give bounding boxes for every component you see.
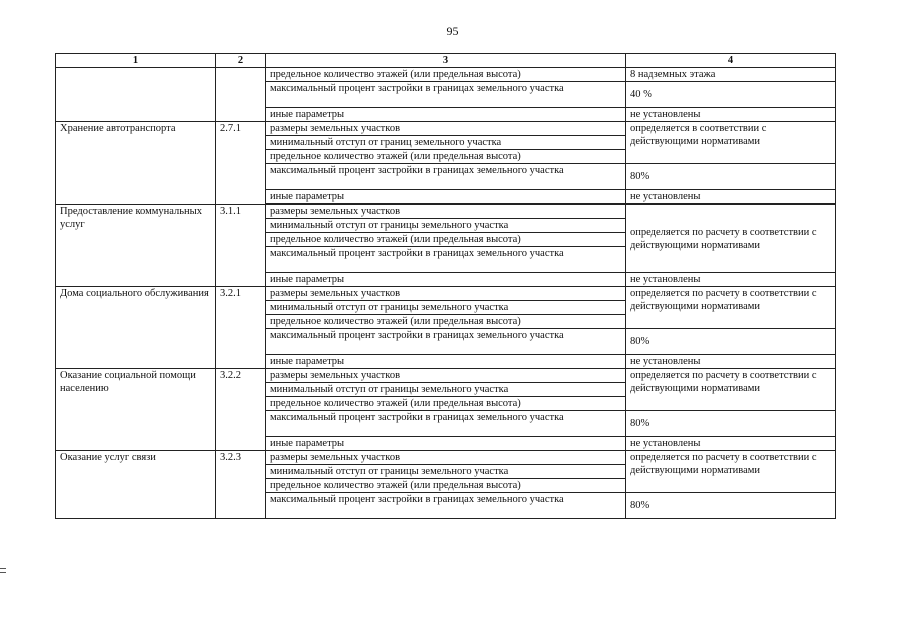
header-cell: 3: [266, 54, 626, 68]
header-cell: 1: [56, 54, 216, 68]
parameter-cell: предельное количество этажей (или предельная высота): [266, 315, 626, 329]
parameter-cell: максимальный процент застройки в границах земельного участка: [266, 164, 626, 190]
table-row: [56, 451, 836, 465]
value-cell: 80%: [626, 493, 836, 519]
use-code-cell: [216, 68, 266, 122]
value-cell: не установлены: [626, 108, 836, 122]
value-cell: не установлены: [626, 437, 836, 451]
header-cell: 4: [626, 54, 836, 68]
parameter-cell: иные параметры: [266, 355, 626, 369]
parameter-cell: предельное количество этажей (или предельная высота): [266, 68, 626, 82]
value-cell: не установлены: [626, 355, 836, 369]
value-cell: 80%: [626, 411, 836, 437]
table-row: [56, 369, 836, 383]
parameter-cell: максимальный процент застройки в границах земельного участка: [266, 82, 626, 108]
parameter-cell: максимальный процент застройки в границах земельного участка: [266, 411, 626, 437]
table-row: [56, 205, 836, 219]
parameter-cell: размеры земельных участков: [266, 287, 626, 301]
use-code-cell: 3.2.1: [216, 287, 266, 369]
value-cell: определяется по расчету в соответствии с действующими нормативами: [626, 451, 836, 493]
parameter-cell: максимальный процент застройки в границах земельного участка: [266, 247, 626, 273]
parameter-cell: минимальный отступ от границы земельного участка: [266, 383, 626, 397]
value-cell: определяется в соответствии с действующими нормативами: [626, 122, 836, 164]
parameter-cell: минимальный отступ от границы земельного участка: [266, 465, 626, 479]
parameter-cell: иные параметры: [266, 190, 626, 204]
value-cell: 40 %: [626, 82, 836, 108]
parameter-cell: размеры земельных участков: [266, 369, 626, 383]
use-type-cell: Хранение автотранспорта: [56, 122, 216, 205]
use-code-cell: 3.2.3: [216, 451, 266, 519]
parameter-cell: размеры земельных участков: [266, 122, 626, 136]
parameter-cell: минимальный отступ от границ земельного участка: [266, 136, 626, 150]
value-cell: определяется по расчету в соответствии с действующими нормативами: [626, 287, 836, 329]
value-cell: определяется по расчету в соответствии с действующими нормативами: [626, 369, 836, 411]
scan-edge-mark: [0, 568, 6, 573]
parameter-cell: предельное количество этажей (или предельная высота): [266, 233, 626, 247]
parameter-cell: минимальный отступ от границы земельного участка: [266, 219, 626, 233]
value-cell: не установлены: [626, 190, 836, 204]
use-type-cell: Оказание социальной помощи населению: [56, 369, 216, 451]
table-row: [56, 122, 836, 136]
use-type-cell: Дома социального обслуживания: [56, 287, 216, 369]
value-cell: 80%: [626, 329, 836, 355]
header-row: [56, 54, 836, 68]
parameter-cell: предельное количество этажей (или предельная высота): [266, 397, 626, 411]
use-code-cell: 2.7.1: [216, 122, 266, 205]
parameter-cell: размеры земельных участков: [266, 451, 626, 465]
use-type-cell: Предоставление коммунальных услуг: [56, 205, 216, 287]
parameter-cell: иные параметры: [266, 437, 626, 451]
use-code-cell: 3.2.2: [216, 369, 266, 451]
header-cell: 2: [216, 54, 266, 68]
parameter-cell: иные параметры: [266, 108, 626, 122]
value-cell: 8 надземных этажа: [626, 68, 836, 82]
use-code-cell: 3.1.1: [216, 205, 266, 287]
value-cell: определяется по расчету в соответствии с действующими нормативами: [626, 205, 836, 273]
parameters-table: [55, 53, 836, 519]
parameter-cell: предельное количество этажей (или предельная высота): [266, 479, 626, 493]
parameter-cell: максимальный процент застройки в границах земельного участка: [266, 329, 626, 355]
table-row: [56, 68, 836, 82]
page-number: 95: [446, 24, 459, 38]
value-cell: не установлены: [626, 273, 836, 287]
parameter-cell: максимальный процент застройки в границах земельного участка: [266, 493, 626, 519]
parameter-cell: минимальный отступ от границы земельного участка: [266, 301, 626, 315]
value-cell: 80%: [626, 164, 836, 190]
use-type-cell: Оказание услуг связи: [56, 451, 216, 519]
parameter-cell: иные параметры: [266, 273, 626, 287]
table-row: [56, 287, 836, 301]
parameter-cell: размеры земельных участков: [266, 205, 626, 219]
parameter-cell: предельное количество этажей (или предельная высота): [266, 150, 626, 164]
use-type-cell: [56, 68, 216, 122]
